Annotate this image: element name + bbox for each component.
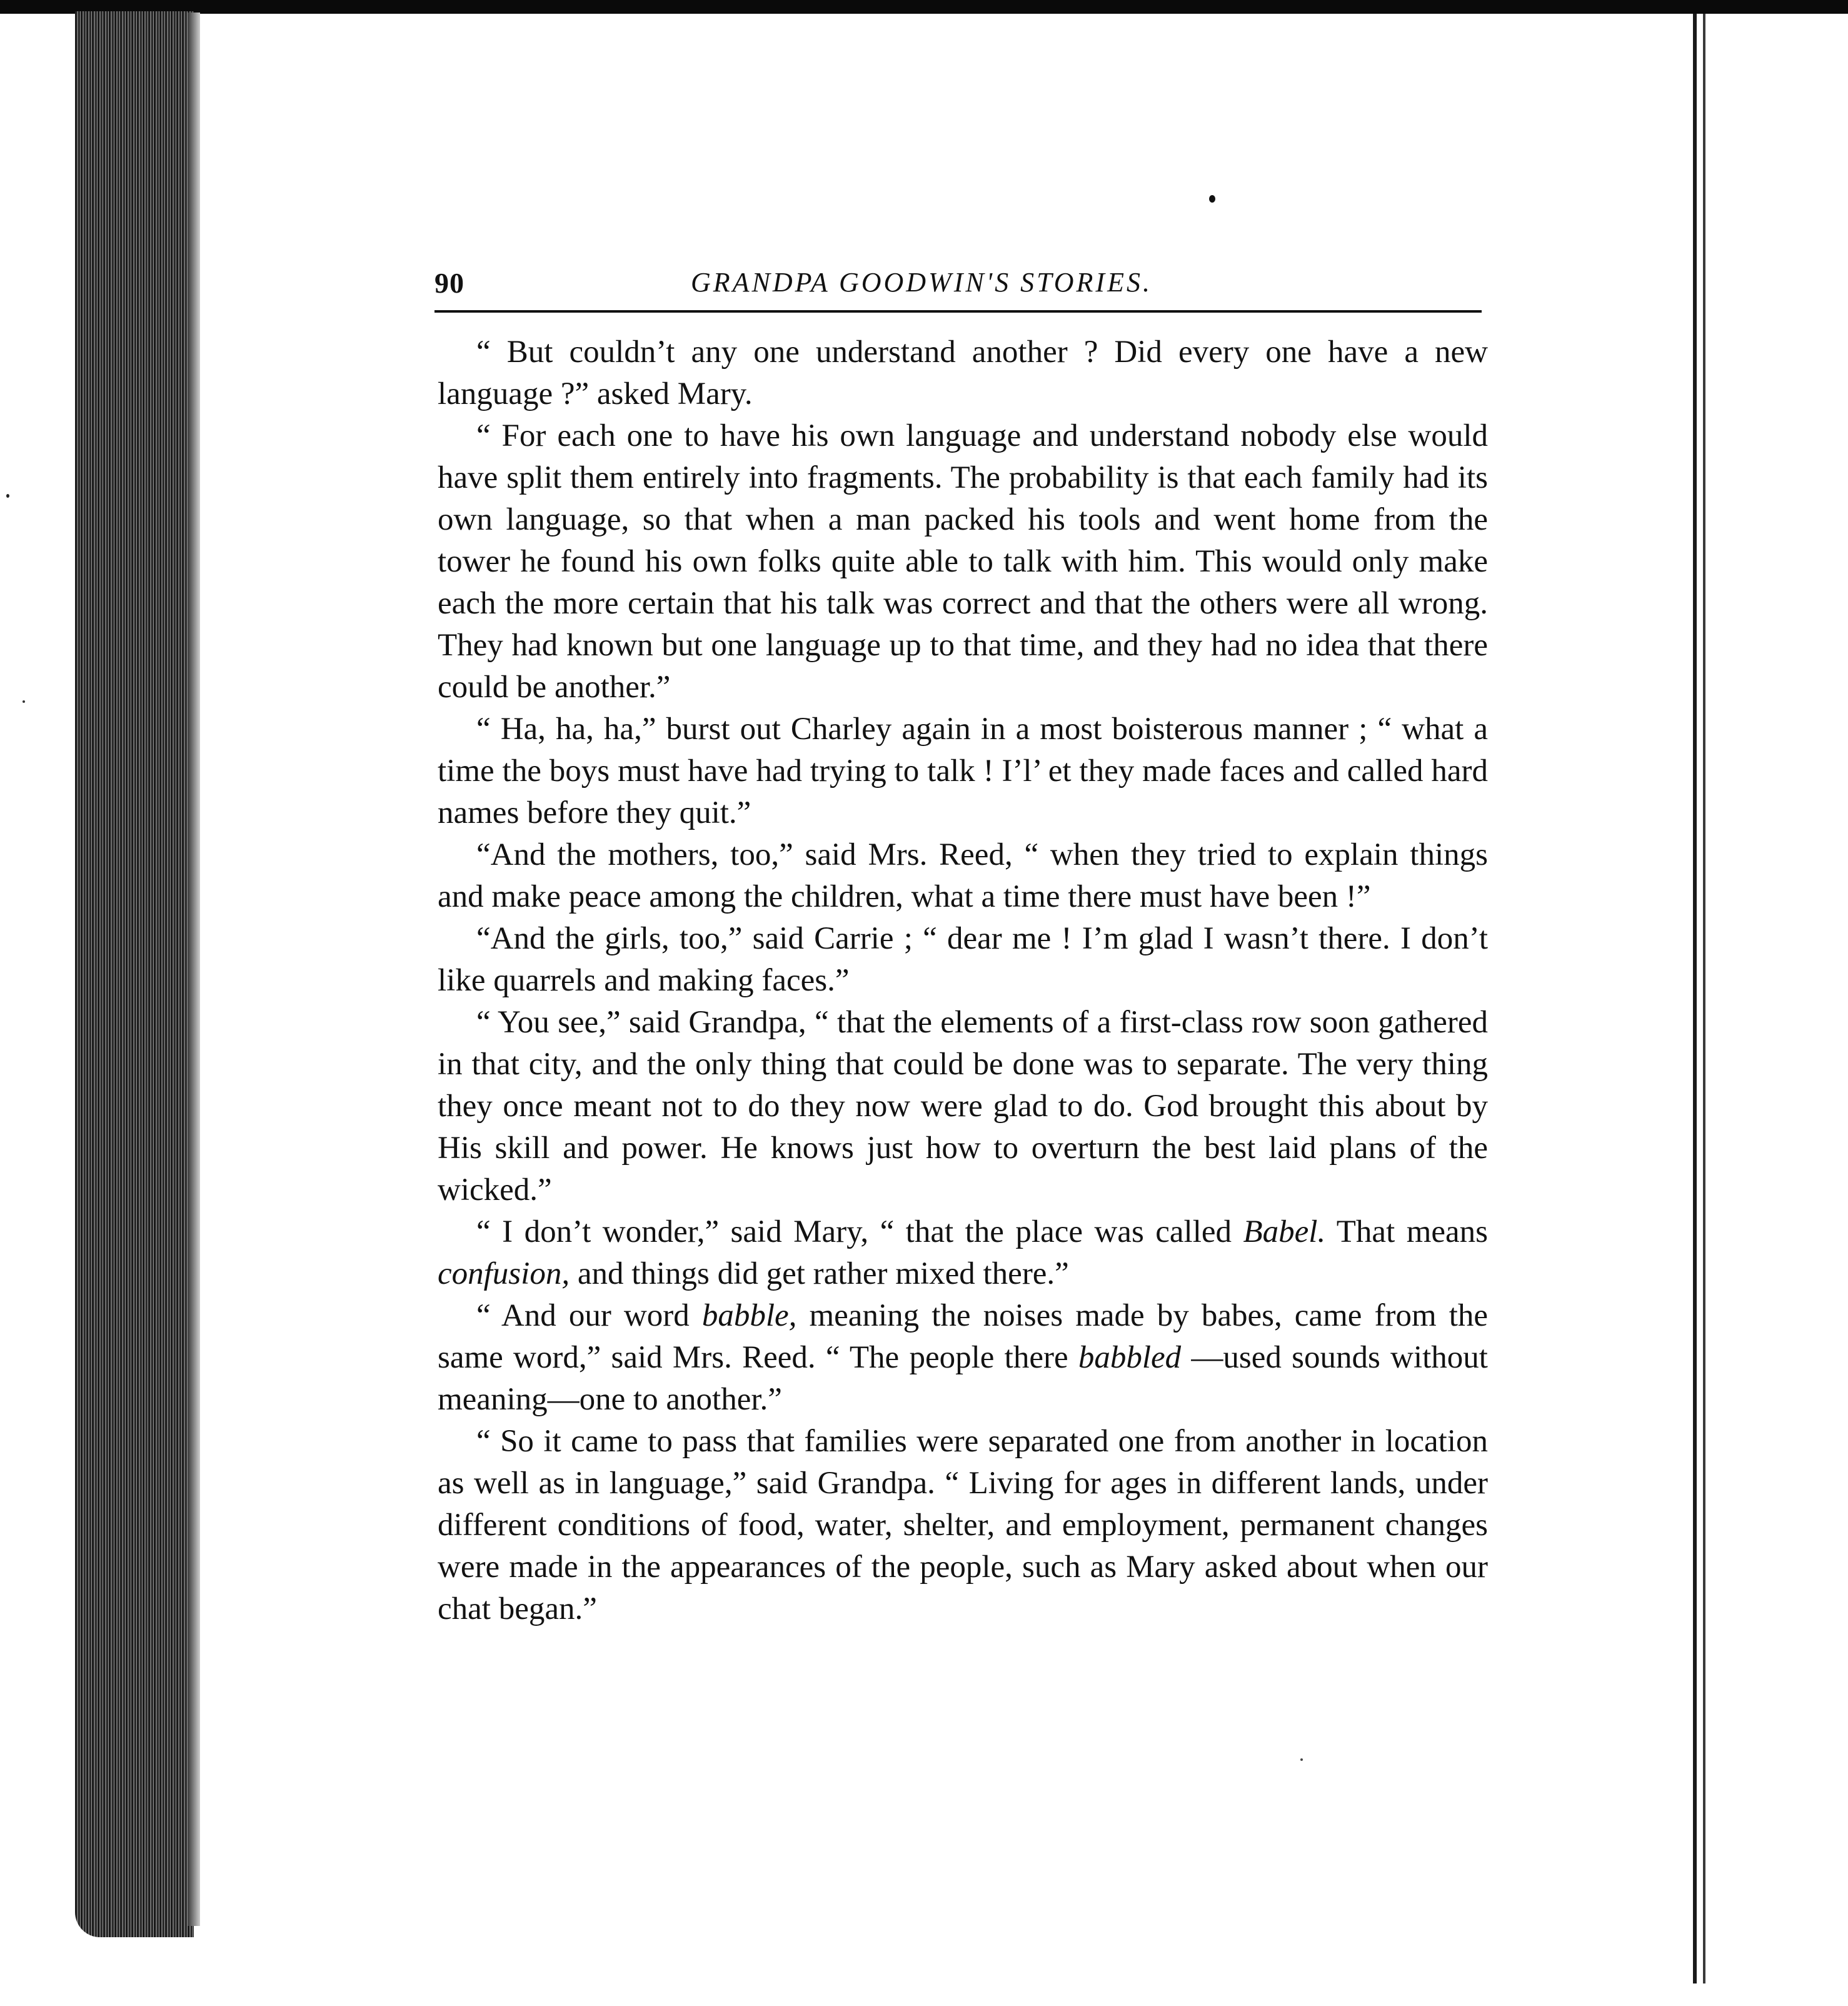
italic-text: babbled: [1078, 1340, 1182, 1375]
text-run: “ Ha, ha, ha,” burst out Charley again in a most boisterous manner ; “ what a time the boys must have had trying to talk ! I’l’ et they made faces and called hard names before they quit.”: [438, 712, 1488, 830]
next-page-edge: [1693, 14, 1697, 1983]
paragraph: [438, 1421, 1488, 1630]
italic-text: confusion,: [438, 1256, 570, 1291]
paragraph: [438, 834, 1488, 918]
text-run: meaning the noises made by babes, came from the same word,” said Mrs. Reed. “ The people there: [438, 1298, 1489, 1375]
page-number: 90: [434, 267, 465, 299]
text-run: “ But couldn’t any one understand another ? Did every one have a new language ?” asked Mary.: [438, 335, 1488, 411]
running-head: [434, 266, 1482, 304]
margin-patch: [1707, 1476, 1848, 1638]
paragraph: [438, 1295, 1488, 1421]
ink-dot: [1300, 1758, 1303, 1761]
text-run: “ I don’t wonder,” said Mary, “ that the place was called: [476, 1214, 1243, 1249]
text-run: “ For each one to have his own language and understand nobody else would have split them entirely into fragments. The probability is that each family had its own language, so that when a man packed his tools and went home from the tower he found his own folks quite able to talk with him. This would only make each the more certain that his talk was correct and that the others were all wrong. They had known but one language up to that time, and they had no idea that there could be another.”: [438, 418, 1488, 705]
italic-text: Babel.: [1243, 1214, 1326, 1249]
paragraph: [438, 708, 1488, 834]
paragraph: [438, 1211, 1488, 1295]
scan-speck: [23, 700, 25, 703]
paragraph: [438, 918, 1488, 1002]
book-title: GRANDPA GOODWIN'S STORIES.: [691, 267, 1152, 298]
text-run: That means: [1325, 1214, 1489, 1249]
text-run: —used sounds without meaning—one to another.”: [438, 1340, 1488, 1417]
text-run: “ And our word: [476, 1298, 702, 1333]
text-run: “And the girls, too,” said Carrie ; “ dear me ! I’m glad I wasn’t there. I don’t like quarrels and making faces.”: [438, 921, 1488, 998]
paragraph: [438, 331, 1488, 415]
next-page-edge: [1703, 14, 1705, 1983]
text-run: “And the mothers, too,” said Mrs. Reed, “ when they tried to explain things and make peace among the children, what a time there must have been !”: [438, 837, 1488, 914]
scan-speck: [6, 494, 9, 498]
body-text: [438, 331, 1488, 1630]
paragraph: [438, 1002, 1488, 1211]
gutter-shadow: [188, 13, 200, 1926]
scanner-border: [0, 0, 1848, 14]
ink-dot: [1209, 195, 1215, 203]
text-run: “ So it came to pass that families were separated one from another in location as well as in language,” said Grandpa. “ Living for ages in different lands, under different conditions of food, water, shelter, and employment, permanent changes were made in the appearances of the people, such as Mary asked about when our chat began.”: [438, 1424, 1488, 1626]
paragraph: [438, 415, 1488, 708]
text-run: and things did get rather mixed there.”: [570, 1256, 1069, 1291]
book-page-edges: [75, 11, 194, 1937]
header-rule: [434, 310, 1482, 313]
italic-text: babble,: [701, 1298, 797, 1333]
text-run: “ You see,” said Grandpa, “ that the elements of a first-class row soon gathered in that city, and the only thing that could be done was to separate. The very thing they once meant not to do they now were glad to do. God brought this about by His skill and power. He knows just how to overturn the best laid plans of the wicked.”: [438, 1005, 1488, 1207]
